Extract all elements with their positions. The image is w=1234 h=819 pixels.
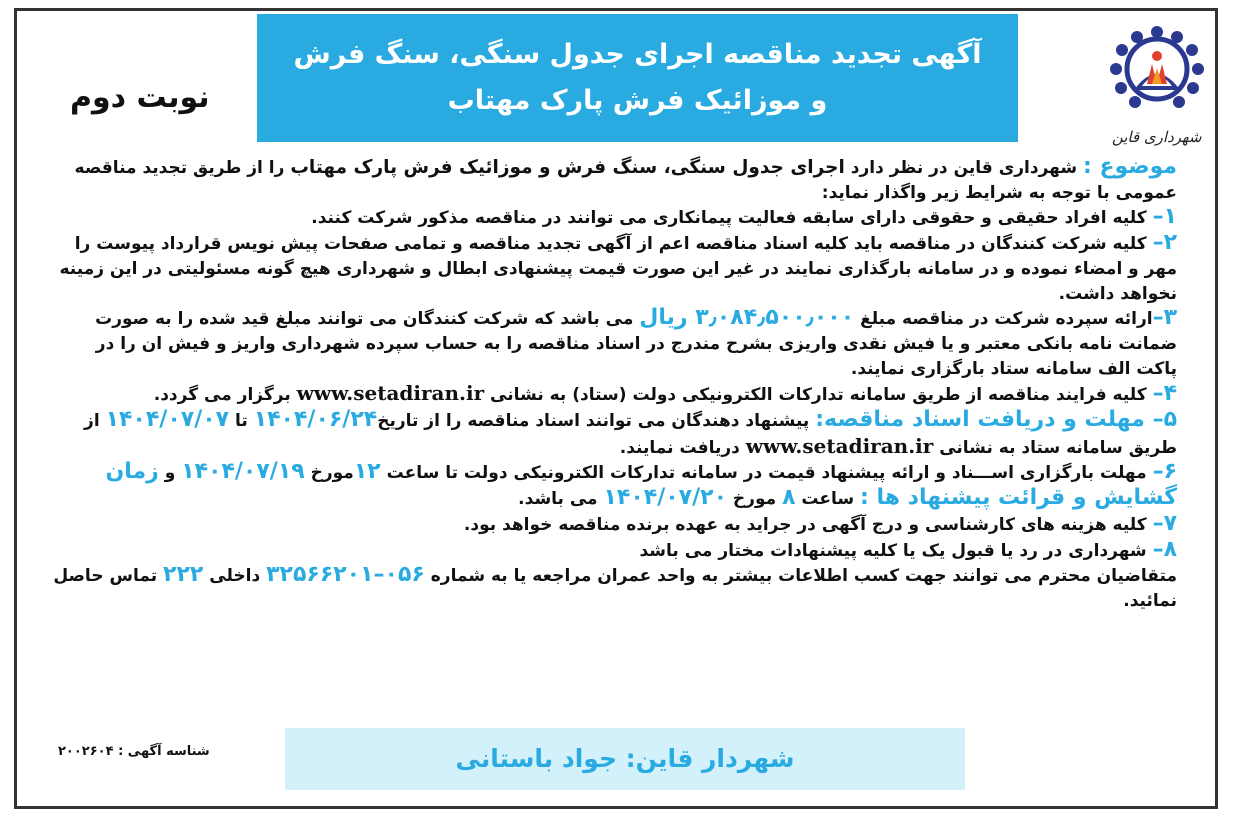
item-4-post: برگزار می گردد. [153, 385, 297, 406]
item-1 [52, 205, 1177, 231]
contact-mid: داخلی [203, 566, 267, 587]
item-6-post: می باشد. [518, 489, 604, 510]
subject-bold: اجرای جدول سنگی، سنگ فرش و موزائیک فرش پارک مهتاب [290, 157, 845, 178]
document-end-date: ۱۴۰۴/۰۷/۰۷ [105, 407, 230, 433]
document-start-date: ۱۴۰۴/۰۶/۲۴ [253, 407, 378, 433]
subject-paragraph [52, 155, 1177, 205]
upload-deadline-hour: ۱۲ [353, 459, 381, 485]
item-6-and: و [158, 463, 182, 484]
item-3-post: می باشد که شرکت کنندگان می توانند مبلغ قید شده را به صورت ضمانت نامه بانکی معتبر و یا فیش نقدی واریزی بشرح مندرج در اسناد مناقصه را به حساب سپرده شهرداری واریز و فیش ان را در پاکت الف سامانه ستاد بارگزاری نمایند. [95, 309, 1177, 379]
subject-post: را از طریق تجدید مناقصه عمومی با توجه به شرایط زیر واگذار نماید: [74, 158, 1177, 203]
item-6-number: ۶– [1152, 459, 1177, 485]
item-2 [52, 231, 1177, 306]
item-3-pre: ارائه سپرده شرکت در مناقصه مبلغ [854, 309, 1153, 330]
publication-round: نوبت دوم [70, 80, 210, 115]
logo-caption: شهرداری قاین [1111, 128, 1202, 146]
item-7-text: کلیه هزینه های کارشناسی و درج آگهی در جراید به عهده برنده مناقصه خواهد بود. [463, 514, 1153, 535]
item-6-mid: مورخ [304, 463, 354, 484]
item-8 [52, 538, 1177, 564]
opening-date: ۱۴۰۴/۰۷/۲۰ [603, 485, 727, 511]
ad-tracking-id: شناسه آگهی : ۲۰۰۲۶۰۴ [58, 744, 210, 759]
contact-phone: ۰۵۶–۳۲۵۶۶۲۰۱ [266, 562, 425, 588]
item-2-text: کلیه شرکت کنندگان در مناقصه باید کلیه اسناد مناقصه اعم از آگهی تجدید مناقصه و تمامی صفحات پیش نویس قرارداد پیوست را مهر و امضاء نموده و در سامانه بارگذاری نمایند در غیر این صورت قیمت پیشنهادی ابطال و شهرداری هیچ گونه مسئولیتی در این زمینه نخواهد داشت. [59, 234, 1177, 304]
item-5-number: ۵– [1152, 407, 1177, 433]
item-2-number: ۲– [1152, 230, 1177, 256]
subject-label: موضوع : [1083, 154, 1177, 179]
subject-pre: شهرداری قاین در نظر دارد [844, 158, 1084, 178]
item-5-mid: تا [229, 411, 254, 432]
contact-extension: ۲۲۲ [163, 562, 204, 588]
item-3-number: ۳– [1152, 305, 1177, 331]
item-5-label: مهلت و دریافت اسناد مناقصه: [815, 407, 1153, 433]
item-5 [52, 408, 1177, 460]
opening-label: زمان گشایش و قرائت پیشنهاد ها : [105, 459, 1177, 511]
title-line-2: و موزائیک فرش پارک مهتاب [447, 85, 828, 116]
title-line-1: آگهی تجدید مناقصه اجرای جدول سنگی، سنگ فرش [293, 39, 982, 70]
announcement-body [52, 155, 1177, 614]
municipality-logo [1092, 18, 1222, 146]
item-6-mid2: مورخ [727, 489, 783, 510]
item-8-text: شهرداری در رد یا قبول یک یا کلیه پیشنهادات مختار می باشد [639, 540, 1153, 561]
deposit-amount: ۳٫۰۸۴٫۵۰۰٫۰۰۰ ریال [639, 305, 855, 331]
item-7 [52, 512, 1177, 538]
item-7-number: ۷– [1152, 510, 1177, 536]
upload-deadline-date: ۱۴۰۴/۰۷/۱۹ [181, 459, 305, 485]
item-5-pre: پیشنهاد دهندگان می توانند اسناد مناقصه را از تاریخ [377, 411, 816, 432]
setad-url-link-2[interactable]: www.setadiran.ir [745, 433, 934, 458]
contact-post: تماس حاصل نمائید. [53, 566, 1177, 611]
item-5-post: دریافت نمایند. [619, 437, 746, 458]
municipality-emblem-icon [1092, 18, 1222, 128]
item-1-number: ۱– [1152, 204, 1177, 230]
item-3 [52, 306, 1177, 381]
contact-pre: متقاضیان محترم می توانند جهت کسب اطلاعات بیشتر به واحد عمران مراجعه یا به شماره [424, 566, 1177, 587]
title-banner [257, 14, 1018, 142]
item-6 [52, 460, 1177, 511]
item-4 [52, 381, 1177, 408]
item-4-pre: کلیه فرایند مناقصه از طریق سامانه تدارکات الکترونیکی دولت (ستاد) به نشانی [484, 385, 1153, 406]
contact-paragraph [52, 563, 1177, 613]
item-8-number: ۸– [1152, 536, 1177, 562]
item-5-pre2: از طریق سامانه ستاد به نشانی [84, 411, 1177, 458]
mayor-signature: شهردار قاین: جواد باستانی [285, 728, 965, 790]
opening-hour: ۸ [782, 485, 796, 511]
item-6-pre: مهلت بارگزاری اســـناد و ارائه پیشنهاد قیمت در سامانه تدارکات الکترونیکی دولت تا ساعت [380, 463, 1153, 484]
setad-url-link[interactable]: www.setadiran.ir [296, 381, 485, 406]
item-6-pre2: ساعت [795, 489, 861, 510]
item-4-number: ۴– [1152, 381, 1177, 407]
item-1-text: کلیه افراد حقیقی و حقوقی دارای سابقه فعالیت پیمانکاری می توانند در مناقصه مذکور شرکت کنند. [311, 208, 1153, 229]
